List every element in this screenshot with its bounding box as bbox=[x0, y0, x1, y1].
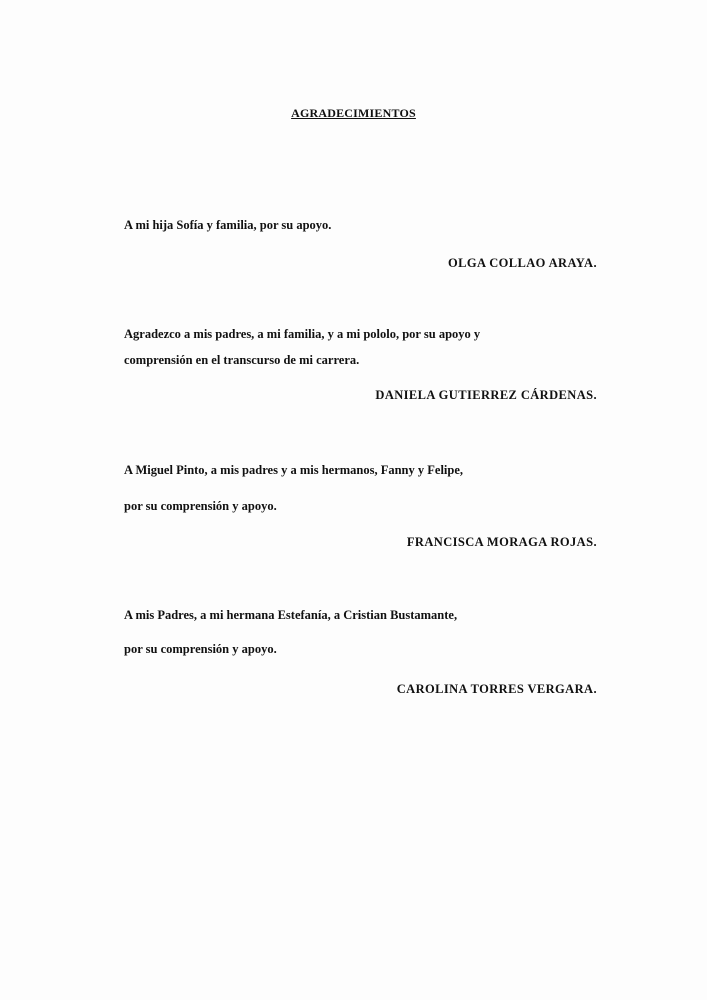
entry-2-line-1: Agradezco a mis padres, a mi familia, y a mi pololo, por su apoyo y bbox=[124, 327, 481, 341]
entry-1-line-1: A mi hija Sofía y familia, por su apoyo. bbox=[124, 218, 332, 232]
entry-1-signature: OLGA COLLAO ARAYA. bbox=[447, 256, 597, 270]
page-title: AGRADECIMIENTOS bbox=[291, 106, 416, 120]
entry-4-line-1: A mis Padres, a mi hermana Estefanía, a Cristian Bustamante, bbox=[124, 608, 458, 622]
entry-4-signature: CAROLINA TORRES VERGARA. bbox=[396, 682, 597, 696]
entry-3-signature: FRANCISCA MORAGA ROJAS. bbox=[406, 535, 597, 549]
entry-4-line-2: por su comprensión y apoyo. bbox=[124, 642, 277, 656]
entry-3-line-1: A Miguel Pinto, a mis padres y a mis hermanos, Fanny y Felipe, bbox=[124, 463, 464, 477]
entry-2-signature: DANIELA GUTIERREZ CÁRDENAS. bbox=[375, 388, 597, 402]
entry-2-line-2: comprensión en el transcurso de mi carrera. bbox=[124, 353, 360, 367]
entry-3-line-2: por su comprensión y apoyo. bbox=[124, 499, 277, 513]
